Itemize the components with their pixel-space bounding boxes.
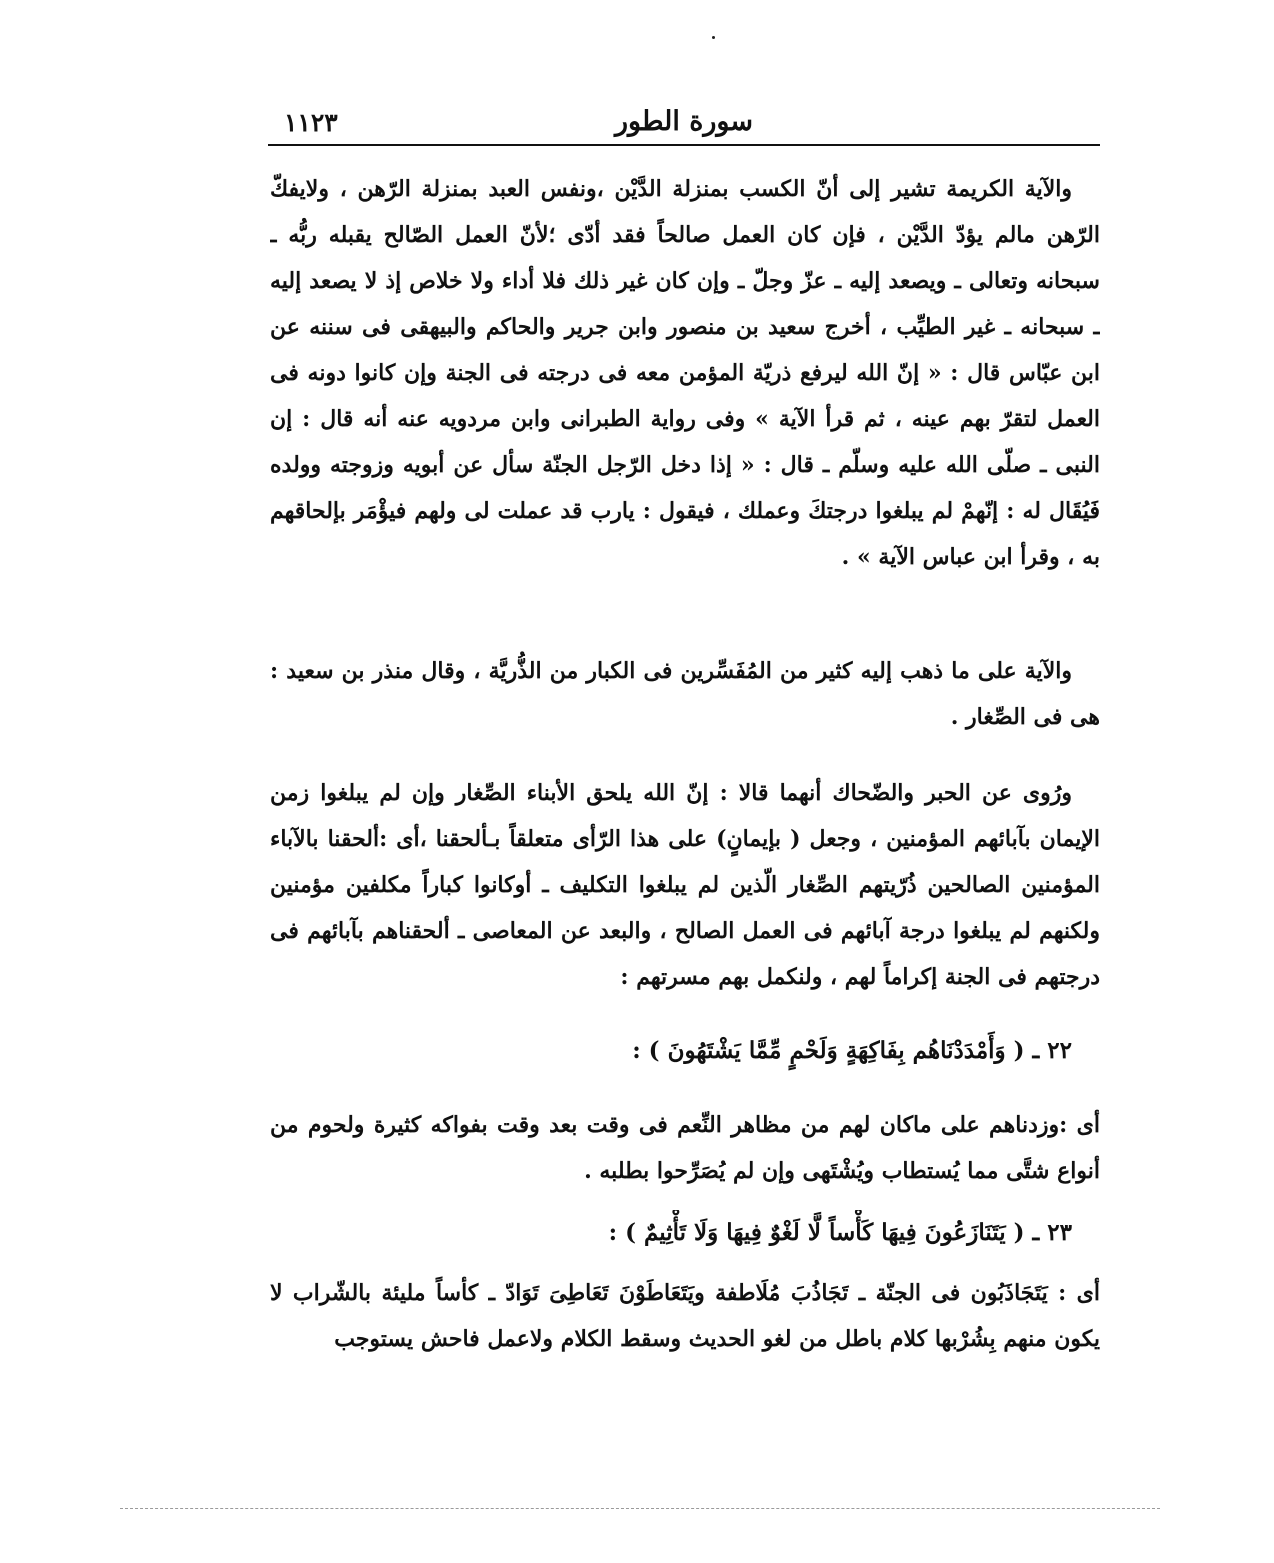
page-number: ١١٢٣ [284, 108, 338, 137]
verse-22: ٢٢ ـ ( وَأَمْدَدْنَاهُم بِفَاكِهَةٍ وَلَحْمٍ مِّمَّا يَشْتَهُونَ ) : [632, 1037, 1072, 1064]
paragraph-commentary-3: ورُوى عن الحبر والضّحاك أنهما قالا : إنّ الله يلحق الأبناء الصِّغار وإن لم يبلغوا زمن الإيمان بآبائهم المؤمنين ، وجعل ( بإيمانٍ) على هذا الرّأى متعلقاً بـألحقنا ،أى :ألحقنا بالآباء المؤمنين الصالحين ذُرّيتهم الصِّغار الّذين لم يبلغوا التكليف ـ أوكانوا كباراً مكلفين مؤمنين ولكنهم لم يبلغوا درجة آبائهم فى العمل الصالح ، والبعد عن المعاصى ـ ألحقناهم بآبائهم فى درجتهم فى الجنة إكراماً لهم ، ولنكمل بهم مسرتهم : [270, 780, 1100, 990]
verse-23: ٢٣ ـ ( يَتَنَازَعُونَ فِيهَا كَأْساً لَّا لَغْوٌ فِيهَا وَلَا تَأْثِيمٌ ) : [608, 1219, 1072, 1246]
page-body [270, 166, 1100, 1362]
scan-edge-line [120, 1508, 1160, 1509]
paragraph-commentary-5: أى : يَتَجَاذَبُون فى الجنّة ـ تَجَاذُبَ مُلَاطفة ويَتَعَاطَوْنَ تَعَاطِىَ تَوَادّ ـ كأساً مليئة بالشّراب لا يكون منهم بِشُرْبها كلام باطل من لغو الحديث وسقط الكلام ولاعمل فاحش يستوجب [270, 1280, 1100, 1352]
surah-title: سورة الطور [614, 106, 754, 137]
paragraph-commentary-4: أى :وزدناهم على ماكان لهم من مظاهر النِّعم فى وقت بعد وقت بفواكه كثيرة ولحوم من أنواع شتَّى مما يُستطاب ويُشْتَهى وإن لم يُصَرِّحوا بطلبه . [270, 1112, 1100, 1184]
page-header [268, 104, 1100, 146]
paragraph-commentary-2: والآية على ما ذهب إليه كثير من المُفَسِّرين فى الكبار من الذُّريَّة ، وقال منذر بن سعيد : هى فى الصِّغار . [270, 658, 1100, 730]
scan-speck [712, 36, 715, 39]
paragraph-commentary-1: والآية الكريمة تشير إلى أنّ الكسب بمنزلة الدَّيْن ،ونفس العبد بمنزلة الرّهن ، ولايفكّ الرّهن مالم يؤدّ الدَّيْن ، فإن كان العمل صالحاً فقد أدّى ؛لأنّ العمل الصّالح يقبله ربُّه ـ سبحانه وتعالى ـ ويصعد إليه ـ عزّ وجلّ ـ وإن كان غير ذلك فلا أداء ولا خلاص إذ لا يصعد إليه ـ سبحانه ـ غير الطيِّب ، أخرج سعيد بن منصور وابن جرير والحاكم والبيهقى فى سننه عن ابن عبّاس قال : « إنّ الله ليرفع ذريّة المؤمن معه فى درجته فى الجنة وإن كانوا دونه فى العمل لتقرّ بهم عينه ، ثم قرأ الآية » وفى رواية الطبرانى وابن مردويه عنه أنه قال : إن النبى ـ صلّى الله عليه وسلّم ـ قال : « إذا دخل الرّجل الجنّة سأل عن أبويه وزوجته وولده فَيُقَال له : إنّهمْ لم يبلغوا درجتكَ وعملك ، فيقول : يارب قد عملت لى ولهم فيؤْمَر بإلحاقهم به ، وقرأ ابن عباس الآية » . [270, 176, 1100, 570]
